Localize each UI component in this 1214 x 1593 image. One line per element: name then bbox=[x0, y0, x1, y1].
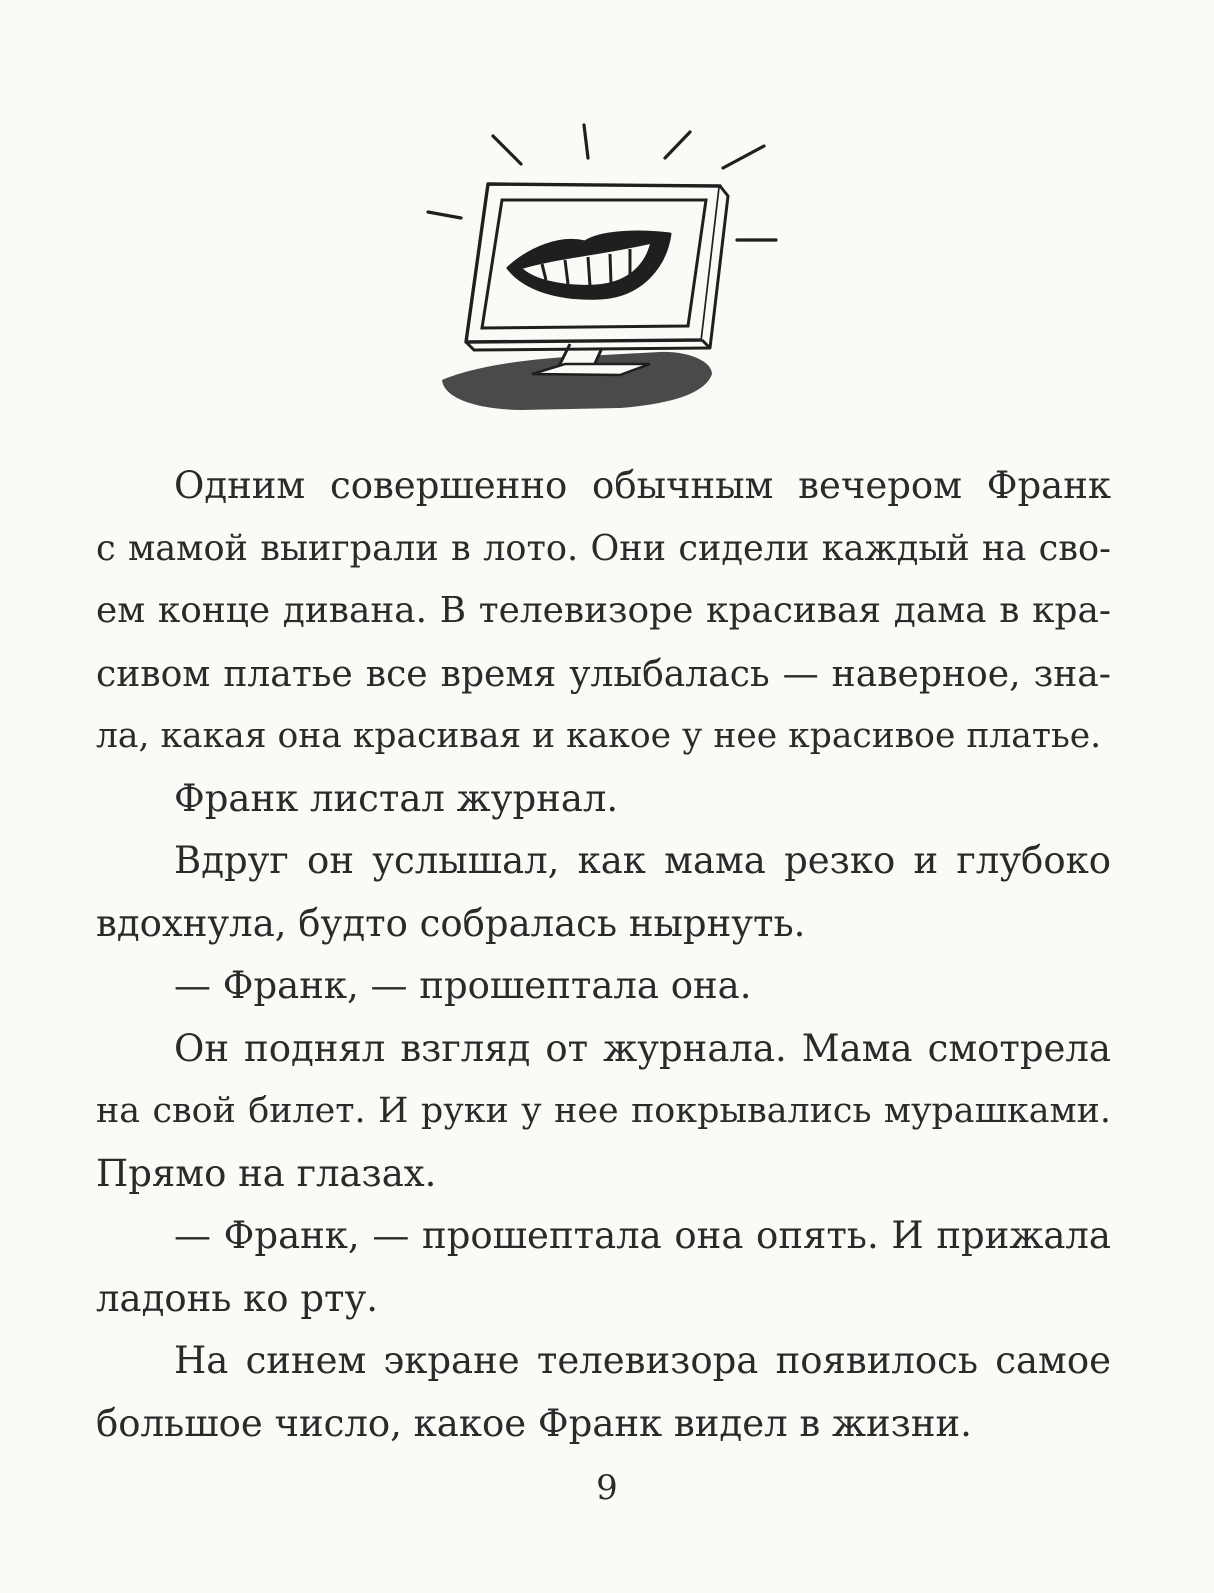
text-line: Франк листал журнал. bbox=[174, 776, 619, 820]
paragraph-4 bbox=[96, 955, 1111, 1018]
body-text bbox=[96, 455, 1111, 1455]
text-line: — Франк, — прошептала она. bbox=[174, 964, 752, 1007]
text-line: с мамой выиграли в лото. Они сидели каждый на сво- bbox=[96, 527, 1111, 569]
text-line: На синем экране телевизора появилось самое bbox=[174, 1339, 1111, 1382]
text-line: сивом платье все время улыбалась — наверное, зна- bbox=[96, 652, 1111, 695]
paragraph-7 bbox=[96, 1330, 1111, 1455]
text-line: — Франк, — прошептала она опять. И прижала bbox=[174, 1214, 1111, 1257]
text-line: ладонь ко рту. bbox=[96, 1276, 379, 1320]
paragraph-3 bbox=[96, 830, 1111, 955]
page-number: 9 bbox=[596, 1468, 618, 1508]
text-line: Прямо на глазах. bbox=[96, 1151, 437, 1195]
text-line: ем конце дивана. В телевизоре красивая дама в кра- bbox=[96, 590, 1111, 631]
text-line: большое число, какое Франк видел в жизни. bbox=[96, 1401, 972, 1445]
text-line: ла, какая она красивая и какое у нее красивое платье. bbox=[96, 716, 1102, 756]
text-line: на свой билет. И руки у нее покрывались мурашками. bbox=[96, 1091, 1111, 1131]
text-line: Одним совершенно обычным вечером Франк bbox=[174, 464, 1111, 507]
text-line: вдохнула, будто собралась нырнуть. bbox=[96, 901, 806, 945]
text-line: Он поднял взгляд от журнала. Мама смотрела bbox=[174, 1026, 1111, 1070]
paragraph-5 bbox=[96, 1018, 1111, 1206]
paragraph-6 bbox=[96, 1205, 1111, 1330]
tv-smile-icon bbox=[420, 118, 800, 423]
text-line: Вдруг он услышал, как мама резко и глубоко bbox=[174, 839, 1111, 882]
paragraph-2 bbox=[96, 768, 1111, 831]
paragraph-1 bbox=[96, 455, 1111, 768]
